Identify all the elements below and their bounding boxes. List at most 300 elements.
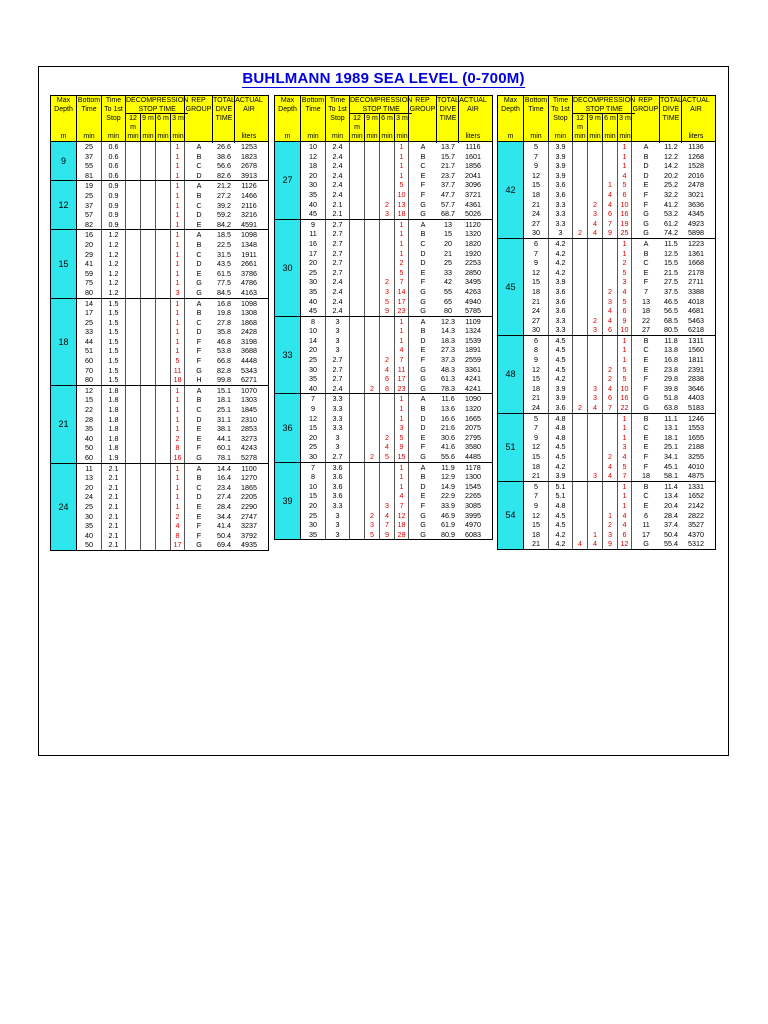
header-text	[632, 114, 659, 123]
stop-9m	[588, 180, 603, 190]
actual-air: 3096	[465, 180, 481, 190]
total-dive-time: 42	[444, 277, 452, 287]
stop-6m	[380, 423, 395, 433]
rep-group: E	[643, 180, 649, 190]
bottom-time: 15	[524, 374, 549, 384]
bottom-time: 5	[524, 414, 549, 424]
total-dive-time: 80.5	[664, 325, 678, 335]
table-row	[301, 414, 492, 424]
bottom-time: 20	[301, 345, 326, 355]
actual-air: 2310	[241, 414, 257, 424]
stop-9m	[365, 317, 380, 327]
total-dive-time: 63.8	[664, 403, 678, 413]
total-dive-time: 37.4	[664, 520, 678, 530]
stop-12m	[126, 424, 141, 434]
stop-9m: 2	[588, 316, 603, 326]
stop-3m: 3	[171, 288, 185, 298]
stop-12m	[126, 473, 141, 483]
bottom-time: 15	[524, 180, 549, 190]
rep-group: G	[420, 520, 426, 530]
bottom-time: 8	[524, 345, 549, 355]
stop-6m: 9	[380, 306, 395, 316]
time-to-first-stop: 1.5	[102, 318, 126, 328]
stop-3m: 1	[171, 395, 185, 405]
table-row	[524, 161, 715, 171]
bottom-time: 18	[524, 462, 549, 472]
stop-6m: 4	[603, 306, 618, 316]
stop-9m	[365, 433, 380, 443]
header-text: DIVE	[215, 106, 233, 113]
time-to-first-stop: 2.7	[326, 258, 350, 268]
stop-3m: 1	[395, 394, 409, 404]
header-text	[235, 123, 263, 132]
actual-air: 5026	[465, 209, 481, 219]
stop-6m	[156, 375, 171, 385]
rep-group: A	[643, 238, 649, 248]
stop-depth-2: 6 m	[380, 114, 395, 132]
stop-12m	[350, 268, 365, 278]
bottom-time: 21	[524, 393, 549, 403]
stop-6m	[380, 404, 395, 414]
rep-group: B	[420, 151, 426, 161]
rep-group: E	[196, 268, 202, 278]
stop-3m: 1	[171, 337, 185, 347]
max-depth-cell: 48	[498, 336, 524, 413]
rep-group: F	[196, 346, 202, 356]
stop-9m	[365, 345, 380, 355]
table-row	[524, 355, 715, 365]
stop-3m: 1	[171, 161, 185, 171]
stop-12m	[350, 277, 365, 287]
bottom-time: 27	[524, 316, 549, 326]
total-dive-time: 15.1	[217, 385, 231, 395]
table-row	[77, 210, 268, 220]
time-to-first-stop: 1.9	[102, 453, 126, 463]
table-row	[77, 220, 268, 230]
rep-group: E	[643, 364, 649, 374]
stop-9m	[588, 268, 603, 278]
stop-12m	[350, 365, 365, 375]
stop-3m: 2	[618, 258, 632, 268]
bottom-time: 50	[77, 540, 102, 550]
stop-9m: 3	[365, 520, 380, 530]
stop-12m	[350, 171, 365, 181]
stop-12m	[350, 374, 365, 384]
header-text	[213, 123, 235, 132]
time-to-first-stop: 3.6	[549, 306, 573, 316]
stop-6m: 4	[603, 190, 618, 200]
bottom-time: 6	[524, 239, 549, 249]
time-to-first-stop-header	[549, 96, 573, 143]
time-to-first-stop: 3.6	[549, 190, 573, 200]
total-dive-time: 25.2	[664, 180, 678, 190]
actual-air: 3721	[465, 189, 481, 199]
total-dive-time: 44.1	[217, 433, 231, 443]
stop-12m	[126, 356, 141, 366]
bottom-time: 82	[77, 220, 102, 230]
stop-9m	[141, 220, 156, 230]
stop-12m	[126, 443, 141, 453]
stop-12m	[350, 482, 365, 492]
total-dive-time: 50.4	[664, 529, 678, 539]
stop-12m	[126, 240, 141, 250]
bottom-time: 25	[301, 511, 326, 521]
stop-9m	[141, 299, 156, 309]
actual-air: 2290	[241, 501, 257, 511]
rep-group: F	[420, 355, 426, 365]
rows	[301, 142, 492, 219]
rep-group: G	[420, 209, 426, 219]
stop-3m: 1	[618, 491, 632, 501]
stop-6m: 3	[603, 297, 618, 307]
total-dive-time: 31.5	[217, 249, 231, 259]
time-to-first-stop: 2.7	[326, 249, 350, 259]
stop-6m	[156, 502, 171, 512]
header-text: TOTAL	[437, 97, 459, 104]
stop-12m	[126, 405, 141, 415]
header-text: REP	[191, 97, 206, 104]
table-row	[77, 473, 268, 483]
table-row	[301, 287, 492, 297]
bottom-time: 37	[77, 152, 102, 162]
table-row	[77, 278, 268, 288]
stop-time-label: STOP TIME	[126, 105, 188, 114]
rep-group: 17	[642, 529, 650, 539]
total-dive-time: 12.2	[664, 151, 678, 161]
stop-9m	[141, 366, 156, 376]
panel-3	[497, 95, 716, 550]
table-body	[274, 142, 493, 540]
stop-3m: 1	[618, 142, 632, 152]
table-row	[524, 511, 715, 521]
stop-6m	[156, 210, 171, 220]
header-text: Depth	[501, 106, 520, 113]
total-dive-time-header	[660, 96, 682, 143]
stop-unit: min	[172, 133, 184, 140]
stop-12m	[573, 471, 588, 481]
stop-9m	[141, 308, 156, 318]
total-dive-time: 14.9	[441, 481, 455, 491]
rep-group: F	[420, 442, 426, 452]
stop-9m	[588, 491, 603, 501]
total-dive-time: 37.7	[441, 180, 455, 190]
table-row	[524, 152, 715, 162]
table-row	[301, 433, 492, 443]
rep-group: E	[196, 219, 202, 229]
actual-air: 1652	[688, 491, 704, 501]
stop-12m	[350, 345, 365, 355]
time-to-first-stop: 2.4	[326, 152, 350, 162]
spacer	[126, 123, 188, 132]
total-dive-time: 65	[444, 296, 452, 306]
stop-9m	[365, 442, 380, 452]
time-to-first-stop: 2.7	[326, 239, 350, 249]
stop-3m: 1	[171, 473, 185, 483]
stop-3m: 10	[618, 325, 632, 335]
bottom-time: 81	[77, 171, 102, 181]
stop-6m	[156, 424, 171, 434]
actual-air: 1553	[688, 423, 704, 433]
stop-3m: 1	[171, 299, 185, 309]
rows	[77, 464, 268, 550]
bottom-time: 9	[524, 355, 549, 365]
bottom-time: 11	[77, 464, 102, 474]
stop-12m	[350, 220, 365, 230]
header-text	[301, 123, 325, 132]
stop-12m	[350, 161, 365, 171]
stop-6m: 2	[603, 520, 618, 530]
stop-9m	[365, 501, 380, 511]
stop-9m	[141, 346, 156, 356]
bottom-time: 22	[77, 405, 102, 415]
rep-group: D	[196, 327, 202, 337]
time-to-first-stop: 2.4	[326, 306, 350, 316]
stop-12m	[350, 249, 365, 259]
stop-3m: 13	[395, 200, 409, 210]
stop-9m	[365, 306, 380, 316]
unit-label: min	[307, 133, 319, 140]
actual-air: 4970	[465, 520, 481, 530]
stop-9m	[365, 463, 380, 473]
actual-air: 3495	[465, 277, 481, 287]
stop-6m	[380, 394, 395, 404]
actual-air: 3913	[241, 170, 257, 180]
rep-group: B	[643, 248, 649, 258]
stop-6m	[603, 491, 618, 501]
bottom-time-header	[77, 96, 102, 143]
time-to-first-stop: 3	[326, 511, 350, 521]
stop-6m	[156, 240, 171, 250]
time-to-first-stop: 1.2	[102, 269, 126, 279]
max-depth-cell: 21	[51, 386, 77, 463]
stop-3m: 1	[618, 423, 632, 433]
stop-3m: 11	[171, 366, 185, 376]
actual-air: 2428	[241, 327, 257, 337]
total-dive-time: 22.5	[217, 239, 231, 249]
stop-12m	[573, 491, 588, 501]
time-to-first-stop: 2.7	[326, 365, 350, 375]
table-row	[524, 190, 715, 200]
time-to-first-stop: 3.9	[549, 277, 573, 287]
stop-12m	[573, 501, 588, 511]
stop-3m: 4	[618, 520, 632, 530]
total-dive-time: 14.3	[441, 326, 455, 336]
bottom-time: 8	[301, 317, 326, 327]
table-row	[301, 171, 492, 181]
actual-air: 5343	[241, 365, 257, 375]
stop-3m: 1	[395, 220, 409, 230]
bottom-time: 12	[301, 414, 326, 424]
time-to-first-stop: 2.1	[102, 521, 126, 531]
stop-3m: 1	[395, 249, 409, 259]
total-dive-time: 27.4	[217, 492, 231, 502]
header-text	[682, 114, 710, 123]
actual-air: 3021	[688, 189, 704, 199]
rep-group: A	[196, 230, 202, 240]
total-dive-time: 99.8	[217, 375, 231, 385]
rep-group: F	[196, 356, 202, 366]
actual-air: 3085	[465, 500, 481, 510]
rows	[524, 414, 715, 481]
table-row	[524, 433, 715, 443]
bottom-time: 14	[301, 336, 326, 346]
total-dive-time: 18.5	[217, 230, 231, 240]
time-to-first-stop: 0.6	[102, 161, 126, 171]
stop-3m: 1	[395, 152, 409, 162]
bottom-time: 12	[524, 442, 549, 452]
stop-3m: 10	[395, 190, 409, 200]
total-dive-time: 82.6	[217, 170, 231, 180]
stop-12m	[126, 299, 141, 309]
rep-group: G	[420, 452, 426, 461]
stop-6m	[380, 463, 395, 473]
stop-9m	[141, 473, 156, 483]
header-text: GROUP	[409, 106, 436, 113]
bottom-time: 44	[77, 337, 102, 347]
stop-3m: 16	[618, 209, 632, 219]
stop-12m	[350, 501, 365, 511]
header-text	[437, 123, 459, 132]
header-text: Depth	[278, 106, 297, 113]
header-text	[185, 114, 212, 123]
total-dive-time: 55.6	[441, 452, 455, 461]
stop-12m	[350, 414, 365, 424]
spacer	[573, 123, 635, 132]
stop-9m	[141, 259, 156, 269]
bottom-time: 30	[301, 365, 326, 375]
bottom-time: 9	[301, 220, 326, 230]
stop-6m	[603, 258, 618, 268]
rep-group: G	[643, 403, 649, 413]
stop-3m: 9	[395, 442, 409, 452]
table-row	[524, 452, 715, 462]
table-row	[77, 142, 268, 152]
rep-group: C	[196, 405, 202, 415]
total-dive-time: 16.4	[217, 473, 231, 483]
stop-6m	[603, 482, 618, 492]
stop-12m	[350, 433, 365, 443]
time-to-first-stop: 4.5	[549, 442, 573, 452]
stop-9m	[141, 230, 156, 240]
stop-depth-row	[350, 114, 412, 131]
table-row	[77, 171, 268, 181]
actual-air: 4370	[688, 529, 704, 539]
actual-air: 1223	[688, 238, 704, 248]
time-to-first-stop: 2.1	[102, 483, 126, 493]
table-row	[301, 277, 492, 287]
bottom-time: 37	[77, 201, 102, 211]
table-row	[524, 403, 715, 413]
stop-12m	[126, 171, 141, 181]
rows	[77, 142, 268, 180]
dive-table-frame	[38, 66, 729, 756]
actual-air: 1601	[465, 151, 481, 161]
stop-12m	[126, 259, 141, 269]
actual-air: 1891	[465, 345, 481, 355]
table-row	[301, 345, 492, 355]
time-to-first-stop: 3	[326, 442, 350, 452]
stop-12m	[350, 200, 365, 210]
stop-6m	[156, 259, 171, 269]
stop-12m	[126, 318, 141, 328]
time-to-first-stop: 3	[326, 520, 350, 530]
stop-3m: 3	[618, 442, 632, 452]
bottom-time: 40	[77, 531, 102, 541]
actual-air: 4591	[241, 219, 257, 229]
stop-3m: 1	[171, 171, 185, 181]
stop-depth-row	[126, 114, 188, 131]
table-row	[301, 520, 492, 530]
rep-group-header	[632, 96, 660, 143]
stop-9m	[141, 424, 156, 434]
header-text	[77, 114, 101, 123]
max-depth-cell: 51	[498, 414, 524, 481]
stop-9m: 2	[365, 511, 380, 521]
stop-9m	[141, 318, 156, 328]
rep-group: D	[196, 492, 202, 502]
stop-9m	[365, 220, 380, 230]
header-text: Bottom	[301, 97, 325, 104]
stop-12m	[126, 210, 141, 220]
stop-3m: 10	[618, 200, 632, 210]
stop-unit: min	[141, 132, 156, 143]
stop-12m	[126, 492, 141, 502]
stop-6m	[156, 152, 171, 162]
table-row	[524, 219, 715, 229]
total-dive-time: 34.4	[217, 511, 231, 521]
rows	[301, 463, 492, 540]
stop-6m	[156, 142, 171, 152]
stop-depth-2: 6 m	[603, 114, 618, 132]
actual-air: 2205	[241, 492, 257, 502]
table-row	[524, 209, 715, 219]
max-depth-cell: 18	[51, 299, 77, 385]
stop-6m	[156, 540, 171, 550]
stop-12m	[350, 287, 365, 297]
bottom-time: 18	[524, 384, 549, 394]
actual-air: 1920	[465, 248, 481, 258]
stop-3m: 4	[395, 491, 409, 501]
rep-group: 18	[642, 471, 650, 481]
header-text: DIVE	[662, 106, 680, 113]
table-row	[524, 249, 715, 259]
depth-group	[497, 414, 716, 482]
rep-group: B	[196, 308, 202, 318]
stop-9m	[365, 365, 380, 375]
header-text: Time	[552, 97, 569, 104]
stop-3m: 6	[618, 190, 632, 200]
unit-label: min	[554, 133, 567, 140]
time-to-first-stop: 3.3	[549, 209, 573, 219]
bottom-time: 28	[77, 415, 102, 425]
stop-12m	[350, 530, 365, 540]
table-row	[77, 492, 268, 502]
stop-3m: 1	[171, 201, 185, 211]
column-header	[497, 95, 716, 142]
header-text	[301, 114, 325, 123]
rep-group: 22	[642, 315, 650, 325]
table-row	[524, 258, 715, 268]
stop-6m: 2	[380, 433, 395, 443]
time-to-first-stop: 2.1	[102, 492, 126, 502]
header-text: Time	[329, 97, 346, 104]
rep-group: F	[196, 521, 202, 531]
actual-air: 3786	[241, 268, 257, 278]
unit-label: min	[331, 133, 344, 140]
stop-9m	[141, 540, 156, 550]
bottom-time: 20	[77, 240, 102, 250]
stop-6m: 2	[380, 277, 395, 287]
